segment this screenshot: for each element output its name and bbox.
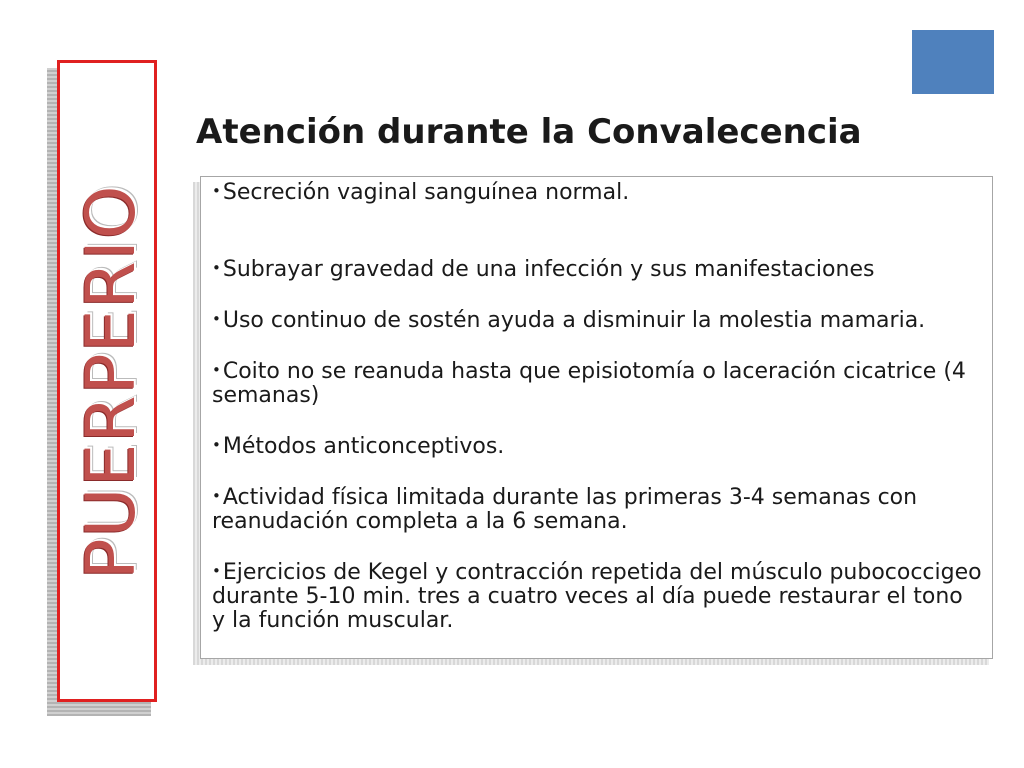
bullet-item [212, 358, 982, 408]
banner-text: PUERPERIO [72, 184, 151, 580]
slide-title: Atención durante la Convalecencia [196, 112, 862, 152]
bullet-item [212, 179, 982, 205]
bullet-item [212, 484, 982, 534]
bullet-text: Uso continuo de sostén ayuda a disminuir la molestia mamaria. [222, 308, 926, 333]
bullet-icon: • [212, 487, 221, 505]
bullet-text: Métodos anticonceptivos. [222, 434, 505, 459]
bullet-icon: • [212, 259, 221, 277]
bullet-icon: • [212, 182, 221, 200]
content-box [200, 176, 993, 659]
bullet-item [212, 559, 982, 633]
bullet-icon: • [212, 361, 221, 379]
bullet-list [212, 179, 982, 633]
bullet-item [212, 307, 982, 333]
bullet-text: Actividad física limitada durante las primeras 3-4 semanas con reanudación completa a la 6 semana. [212, 485, 918, 534]
bullet-item [212, 433, 982, 459]
bullet-text: Ejercicios de Kegel y contracción repetida del músculo pubococcigeo durante 5-10 min. tres a cuatro veces al día puede restaurar el tono y la función muscular. [212, 560, 982, 633]
bullet-item [212, 256, 982, 282]
bullet-icon: • [212, 310, 221, 328]
corner-accent-square [912, 30, 994, 94]
bullet-text: Subrayar gravedad de una infección y sus manifestaciones [222, 257, 875, 282]
bullet-icon: • [212, 562, 221, 580]
bullet-text: Secreción vaginal sanguínea normal. [222, 180, 630, 205]
bullet-icon: • [212, 436, 221, 454]
bullet-text: Coito no se reanuda hasta que episiotomía o laceración cicatrice (4 semanas) [212, 359, 966, 408]
